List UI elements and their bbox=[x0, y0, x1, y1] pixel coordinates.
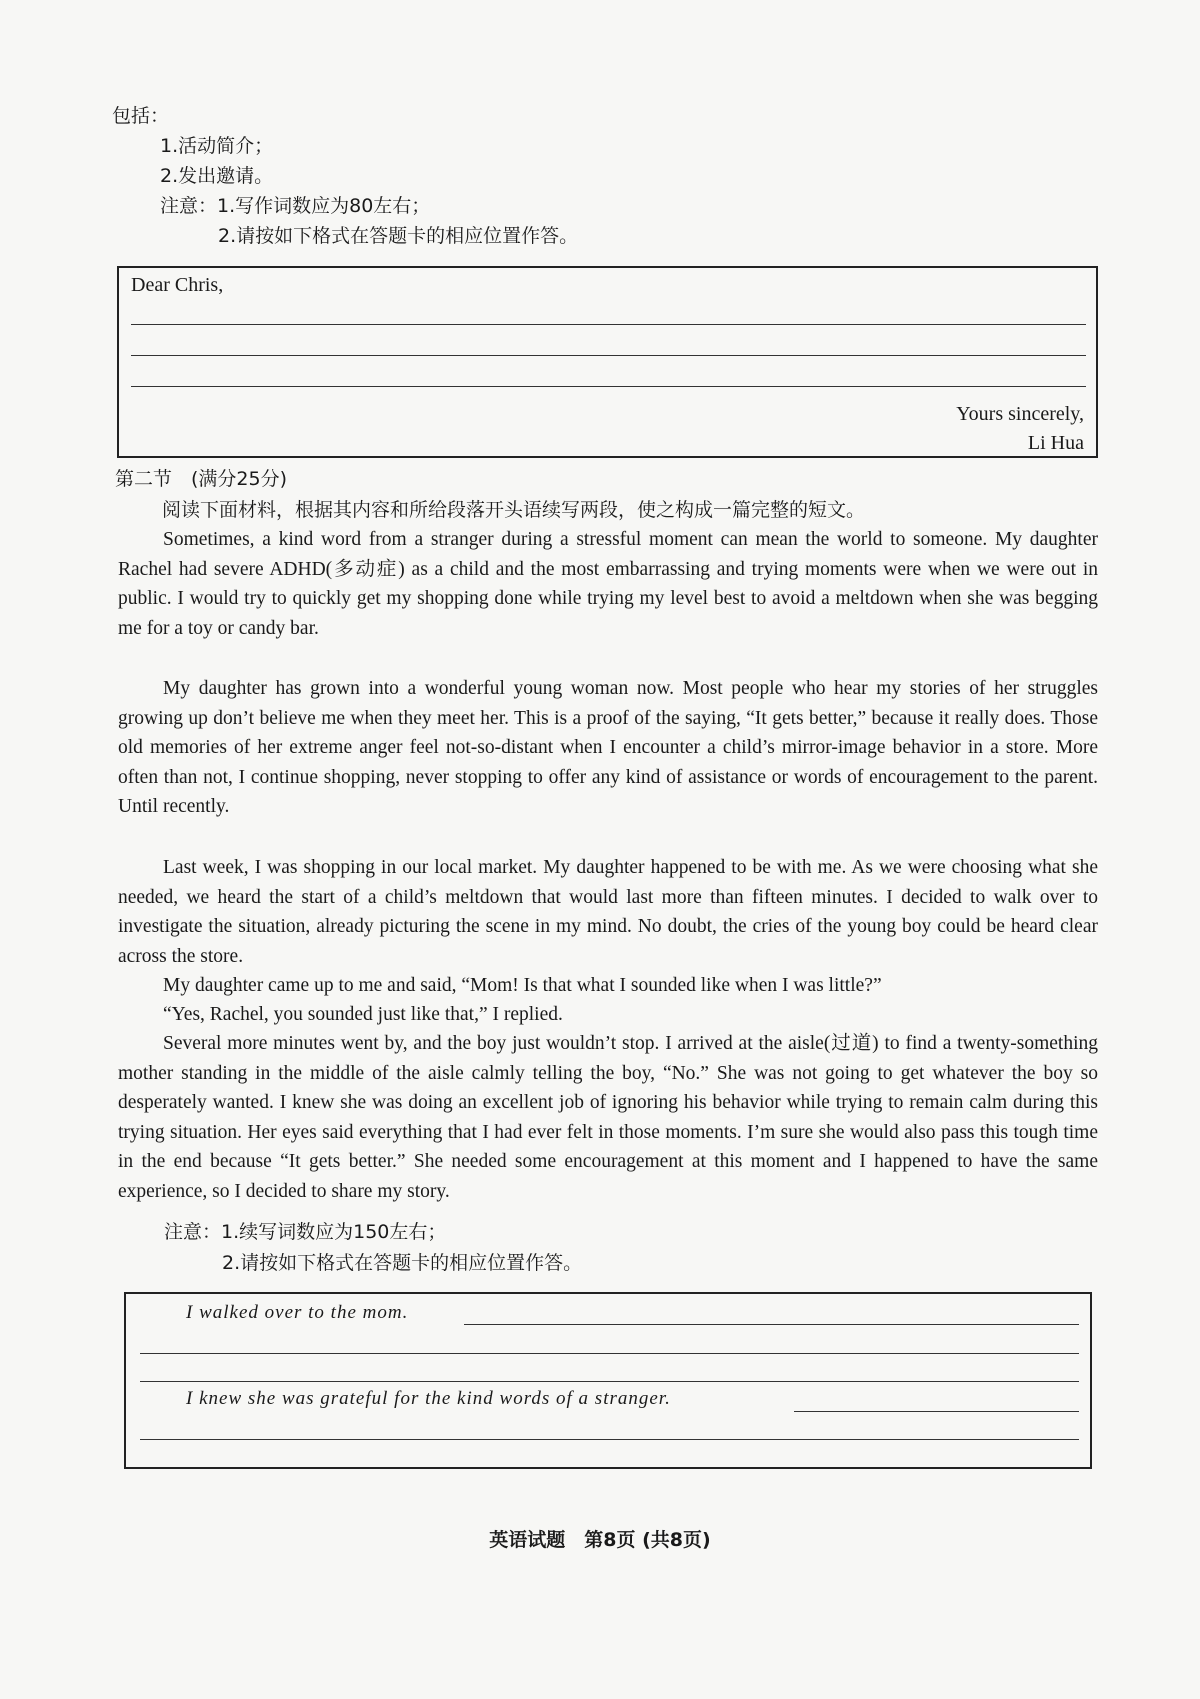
story-paragraph-4: My daughter came up to me and said, “Mom! Is that what I sounded like when I was little?” bbox=[163, 975, 882, 996]
requirement-item-1: 1.活动简介； bbox=[160, 135, 274, 157]
answer-line bbox=[464, 1324, 1079, 1325]
letter-closing: Yours sincerely, bbox=[956, 403, 1084, 425]
note-word-count-2: 注意：1.续写词数应为150左右； bbox=[164, 1221, 447, 1243]
story-paragraph-3: Last week, I was shopping in our local market. My daughter happened to be with me. As we were choosing what she needed, we heard the start of a child’s meltdown that would last more than fifteen minutes. I decided to walk over to investigate the situation, already picturing the scene in my mind. No doubt, the cries of the young boy could be heard clear across the store. bbox=[118, 857, 1098, 967]
answer-line bbox=[131, 386, 1086, 387]
answer-line bbox=[131, 324, 1086, 325]
note-word-count: 注意：1.写作词数应为80左右； bbox=[160, 195, 431, 217]
answer-line bbox=[140, 1381, 1079, 1382]
answer-line bbox=[140, 1353, 1079, 1354]
requirement-item-2: 2.发出邀请。 bbox=[160, 165, 274, 187]
note-format-2: 2.请按如下格式在答题卡的相应位置作答。 bbox=[222, 1252, 583, 1274]
page-footer: 英语试题 第8页 (共8页) bbox=[489, 1529, 711, 1551]
continuation-answer-box bbox=[124, 1292, 1092, 1469]
section-heading: 第二节 (满分25分) bbox=[115, 468, 288, 490]
letter-signature: Li Hua bbox=[1027, 432, 1084, 454]
story-paragraph-1: Sometimes, a kind word from a stranger during a stressful moment can mean the world to someone. My daughter Rachel had severe ADHD(多动症) as a child and the most embarrassing and trying moments were when we were out in public. I would try to quickly get my shopping done while trying my level best to avoid a meltdown when she was begging me for a toy or candy bar. bbox=[118, 529, 1098, 639]
note-format: 2.请按如下格式在答题卡的相应位置作答。 bbox=[218, 225, 579, 247]
opening-sentence-1: I walked over to the mom. bbox=[186, 1302, 409, 1323]
answer-line bbox=[140, 1439, 1079, 1440]
story-paragraph-6: Several more minutes went by, and the boy just wouldn’t stop. I arrived at the aisle(过道) to find a twenty-something mother standing in the middle of the aisle calmly telling the boy, “No.” She was not going to get whatever the boy so desperately wanted. I knew she was doing an excellent job of ignoring his behavior while trying to remain calm during this trying situation. Her eyes said everything that I had ever felt in those moments. I’m sure she would also pass this tough time in the end because “It gets better.” She needed some encouragement at this moment and I happened to have the same experience, so I decided to share my story. bbox=[118, 1033, 1098, 1202]
answer-line bbox=[131, 355, 1086, 356]
letter-answer-box bbox=[117, 266, 1098, 458]
answer-line bbox=[794, 1411, 1079, 1412]
include-label: 包括： bbox=[112, 105, 170, 127]
letter-greeting: Dear Chris, bbox=[131, 274, 224, 296]
section-instruction: 阅读下面材料，根据其内容和所给段落开头语续写两段，使之构成一篇完整的短文。 bbox=[162, 499, 866, 521]
opening-sentence-2: I knew she was grateful for the kind words of a stranger. bbox=[186, 1388, 671, 1409]
story-paragraph-5: “Yes, Rachel, you sounded just like that,” I replied. bbox=[163, 1004, 563, 1025]
story-paragraph-2: My daughter has grown into a wonderful young woman now. Most people who hear my stories of her struggles growing up don’t believe me when they meet her. This is a proof of the saying, “It gets better,” because it really does. Those old memories of her extreme anger feel not-so-distant when I encounter a child’s mirror-image behavior in a store. More often than not, I continue shopping, never stopping to offer any kind of assistance or words of encouragement to the parent. Until recently. bbox=[118, 678, 1098, 818]
